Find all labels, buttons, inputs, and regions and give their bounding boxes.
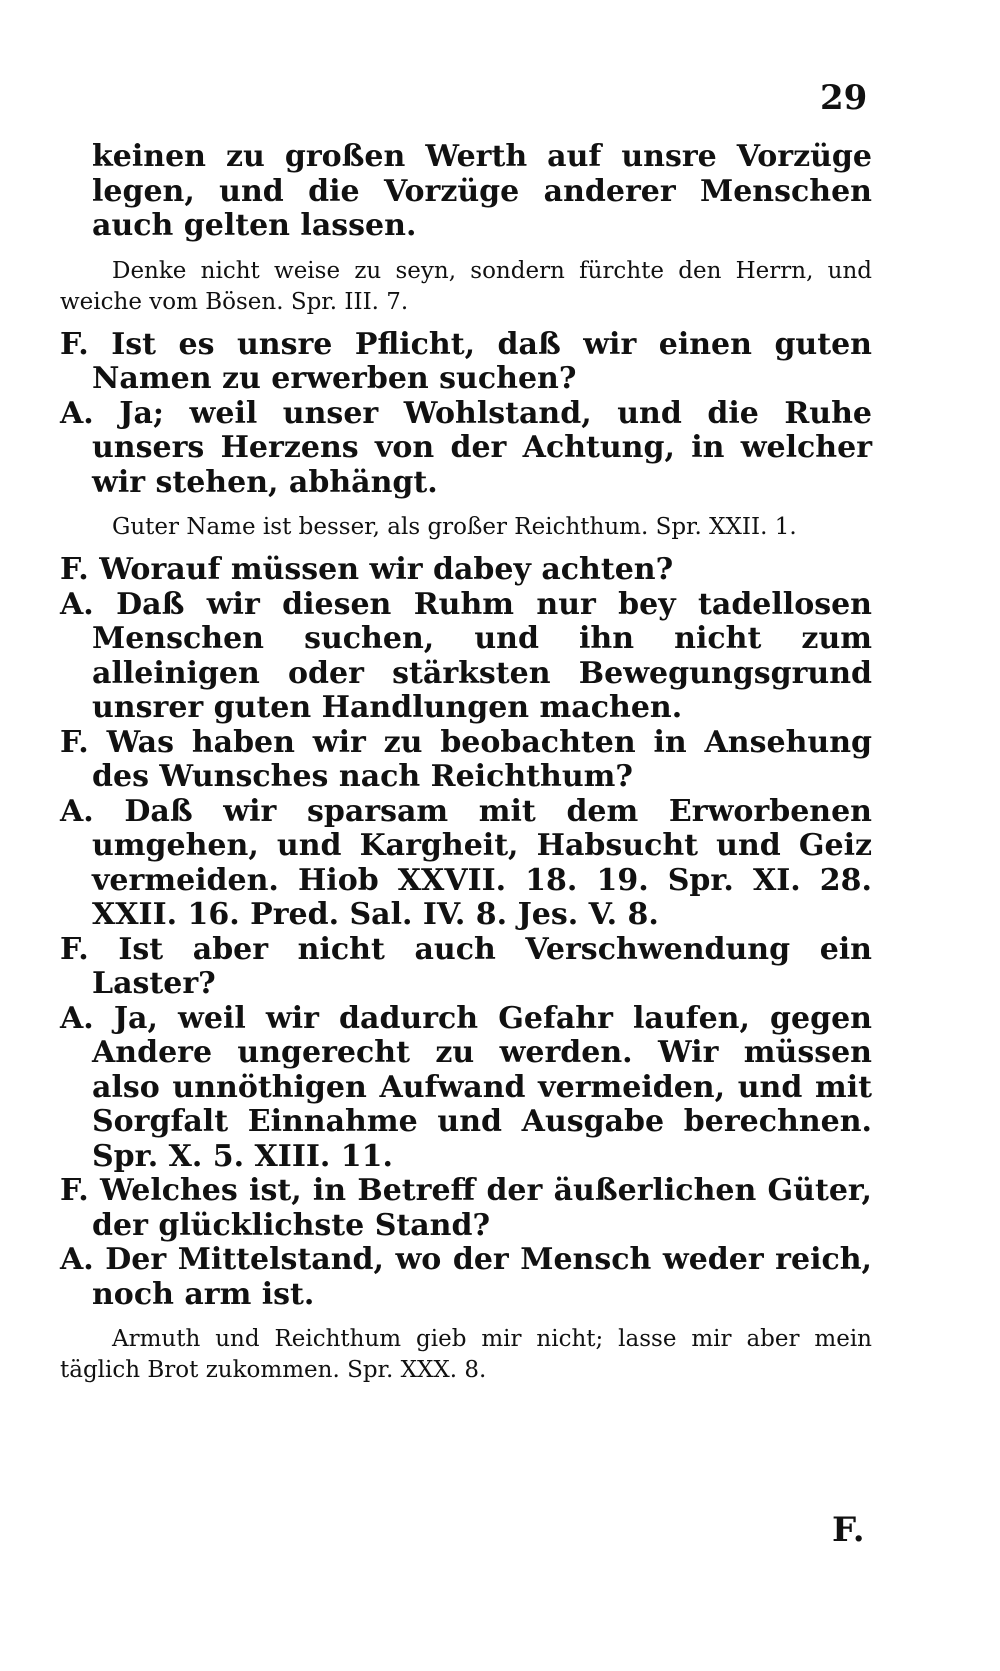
question-marker: F. — [60, 1173, 89, 1208]
answer — [60, 1002, 872, 1175]
answer-marker: A. — [60, 586, 94, 622]
scripture-quote: Guter Name ist besser, als großer Reichthum. Spr. XXII. 1. — [112, 514, 797, 540]
question — [60, 726, 872, 795]
question-text: Welches ist, in Betreff der äußerlichen Güter, der glücklichste Stand? — [92, 1173, 872, 1243]
answer-marker: A. — [60, 793, 94, 829]
answer-text: Daß wir diesen Ruhm nur bey tadellosen Menschen suchen, und ihn nicht zum alleinigen oder stärksten Bewegungsgrund unsrer guten Handlungen machen. — [92, 586, 872, 725]
answer-marker: A. — [60, 1242, 94, 1277]
question-marker: F. — [60, 326, 89, 362]
answer — [60, 397, 872, 501]
catchword: F. — [832, 1510, 865, 1550]
answer-text: Ja; weil unser Wohlstand, und die Ruhe unsers Herzens von der Achtung, in welcher wir stehen, abhängt. — [92, 395, 872, 500]
answer — [60, 588, 872, 726]
answer-text: Ja, weil wir dadurch Gefahr laufen, gegen Andere ungerecht zu werden. Wir müssen also unnöthigen Aufwand vermeiden, und mit Sorgfalt Einnahme und Ausgabe berechnen. Spr. X. 5. XIII. 11. — [92, 1000, 872, 1174]
answer-marker: A. — [60, 1000, 94, 1036]
question-marker: F. — [60, 931, 89, 967]
question-marker: F. — [60, 724, 89, 760]
question-text: Worauf müssen wir dabey achten? — [99, 552, 674, 587]
answer-text: Der Mittelstand, wo der Mensch weder reich, noch arm ist. — [92, 1242, 872, 1312]
question-text: Ist aber nicht auch Verschwendung ein Laster? — [92, 931, 872, 1001]
answer — [60, 795, 872, 933]
scripture-quote: Denke nicht weise zu seyn, sondern fürchte den Herrn, und weiche vom Bösen. Spr. III. 7. — [60, 257, 872, 315]
question-text: Ist es unsre Pflicht, daß wir einen guten Namen zu erwerben suchen? — [92, 326, 872, 396]
question — [60, 1174, 872, 1243]
answer-text: Daß wir sparsam mit dem Erworbenen umgehen, und Kargheit, Habsucht und Geiz vermeiden. Hiob XXVII. 18. 19. Spr. XI. 28. XXII. 16. Pred. Sal. IV. 8. Jes. V. 8. — [92, 793, 872, 932]
question — [60, 328, 872, 397]
scripture-quote: Armuth und Reichthum gieb mir nicht; lasse mir aber mein täglich Brot zukommen. Spr. XXX. 8. — [60, 1326, 872, 1383]
answer-marker: A. — [60, 395, 94, 431]
page-text — [60, 140, 872, 1396]
page-number: 29 — [820, 78, 868, 118]
continued-paragraph: keinen zu großen Werth auf unsre Vorzüge legen, und die Vorzüge anderer Menschen auch gelten lassen. — [92, 139, 872, 243]
question-marker: F. — [60, 552, 89, 587]
question — [60, 933, 872, 1002]
question — [60, 553, 872, 588]
answer — [60, 1243, 872, 1312]
question-text: Was haben wir zu beobachten in Ansehung des Wunsches nach Reichthum? — [92, 724, 872, 794]
